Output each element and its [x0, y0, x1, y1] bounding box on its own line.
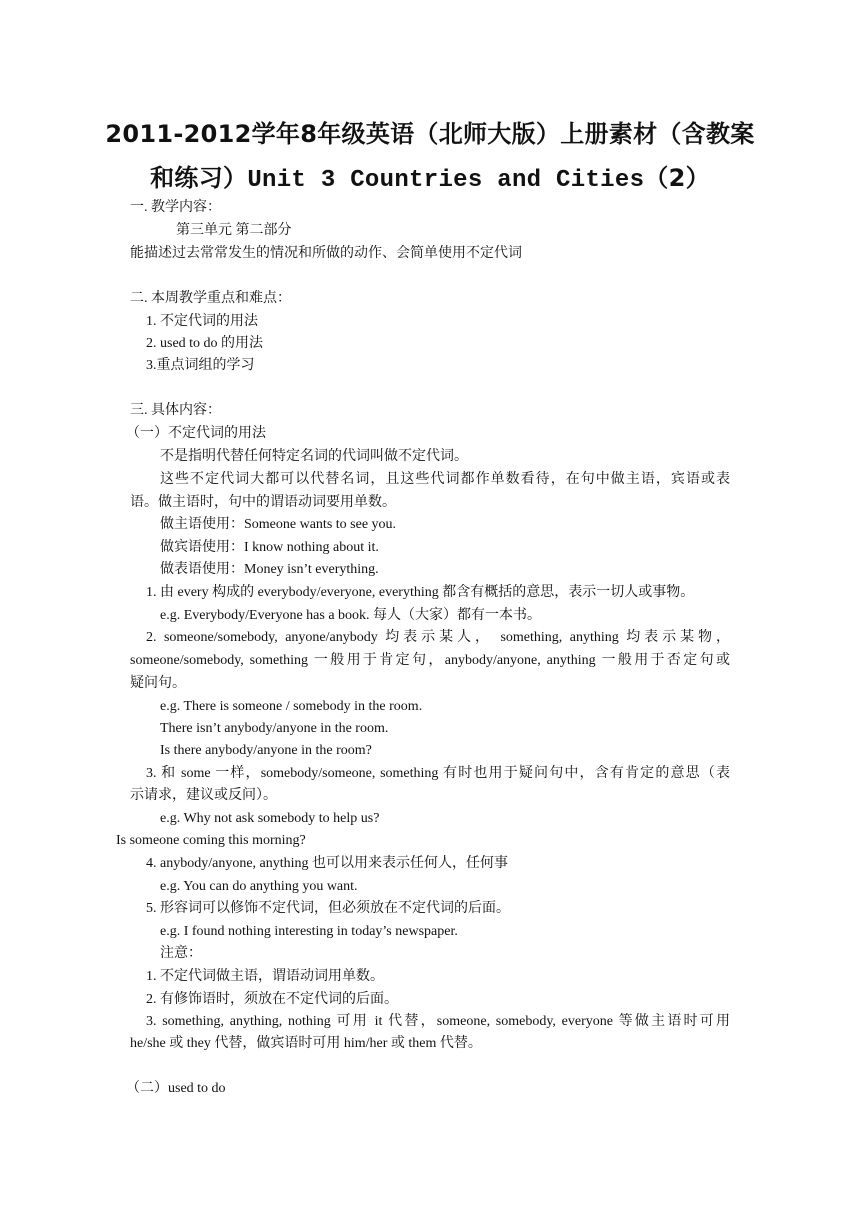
list-item: 3.重点词组的学习: [146, 358, 255, 373]
text-line: 不是指明代替任何特定名词的代词叫做不定代词。: [160, 449, 468, 464]
list-item: 4. anybody/anyone, anything 也可以用来表示任何人，任何事: [146, 856, 509, 871]
example-line: There isn’t anybody/anyone in the room.: [160, 721, 389, 736]
section-heading-3: 三. 具体内容：: [130, 403, 221, 418]
title-line-2-tail: （2）: [644, 164, 710, 192]
list-item: 2. used to do 的用法: [146, 336, 264, 351]
list-item: 2. 有修饰语时，须放在不定代词的后面。: [146, 992, 398, 1007]
text-line: 能描述过去常常发生的情况和所做的动作、会简单使用不定代词: [130, 246, 522, 261]
example-line: Is there anybody/anyone in the room?: [160, 743, 372, 758]
text-line: 这些不定代词大都可以代替名词，且这些代词都作单数看待，在句中做主语，宾语或表: [160, 472, 730, 487]
text-line: 语。做主语时，句中的谓语动词要用单数。: [130, 495, 396, 510]
text-line: 疑问句。: [130, 676, 186, 691]
example-line: Is someone coming this morning?: [116, 833, 306, 848]
list-item: 3. something, anything, nothing 可用 it 代替，someone, somebody, everyone 等做主语时可用: [146, 1014, 730, 1029]
title-line-2: [0, 158, 860, 194]
list-item: 1. 不定代词的用法: [146, 314, 258, 329]
example-line: e.g. Everybody/Everyone has a book. 每人（大家）都有一本书。: [160, 608, 542, 623]
example-line: 做宾语使用：I know nothing about it.: [160, 540, 379, 555]
text-line: he/she 或 they 代替，做宾语时可用 him/her 或 them 代替。: [130, 1036, 482, 1051]
list-item: 1. 由 every 构成的 everybody/everyone, everything 都含有概括的意思，表示一切人或事物。: [146, 585, 695, 600]
title-line-2-cn: 和练习）: [150, 164, 248, 192]
text-line: 第三单元 第二部分: [176, 223, 292, 238]
title-line-2-en: Unit 3 Countries and Cities: [247, 167, 645, 194]
list-item: 5. 形容词可以修饰不定代词，但必须放在不定代词的后面。: [146, 901, 510, 916]
example-line: e.g. You can do anything you want.: [160, 879, 358, 894]
text-line: someone/somebody, something 一般用于肯定句，anybody/anyone, anything 一般用于否定句或: [130, 653, 730, 668]
list-item: 3. 和 some 一样，somebody/someone, something 有时也用于疑问句中，含有肯定的意思（表: [146, 766, 730, 781]
example-line: 做表语使用：Money isn’t everything.: [160, 562, 379, 577]
section-heading-1: 一. 教学内容：: [130, 200, 221, 215]
note-heading: 注意：: [160, 946, 202, 961]
text-line: 示请求，建议或反问）。: [130, 788, 277, 803]
subsection-heading: （一）不定代词的用法: [126, 426, 266, 441]
example-line: e.g. Why not ask somebody to help us?: [160, 811, 380, 826]
title-line-1: 2011-2012学年8年级英语（北师大版）上册素材（含教案: [105, 120, 755, 148]
list-item: 1. 不定代词做主语，谓语动词用单数。: [146, 969, 384, 984]
example-line: 做主语使用：Someone wants to see you.: [160, 517, 397, 532]
list-item: 2. someone/somebody, anyone/anybody 均表示某人， something, anything 均表示某物，: [146, 630, 730, 645]
example-line: e.g. There is someone / somebody in the room.: [160, 699, 423, 714]
subsection-heading: （二）used to do: [126, 1081, 226, 1096]
example-line: e.g. I found nothing interesting in today’s newspaper.: [160, 924, 458, 939]
section-heading-2: 二. 本周教学重点和难点：: [130, 291, 291, 306]
